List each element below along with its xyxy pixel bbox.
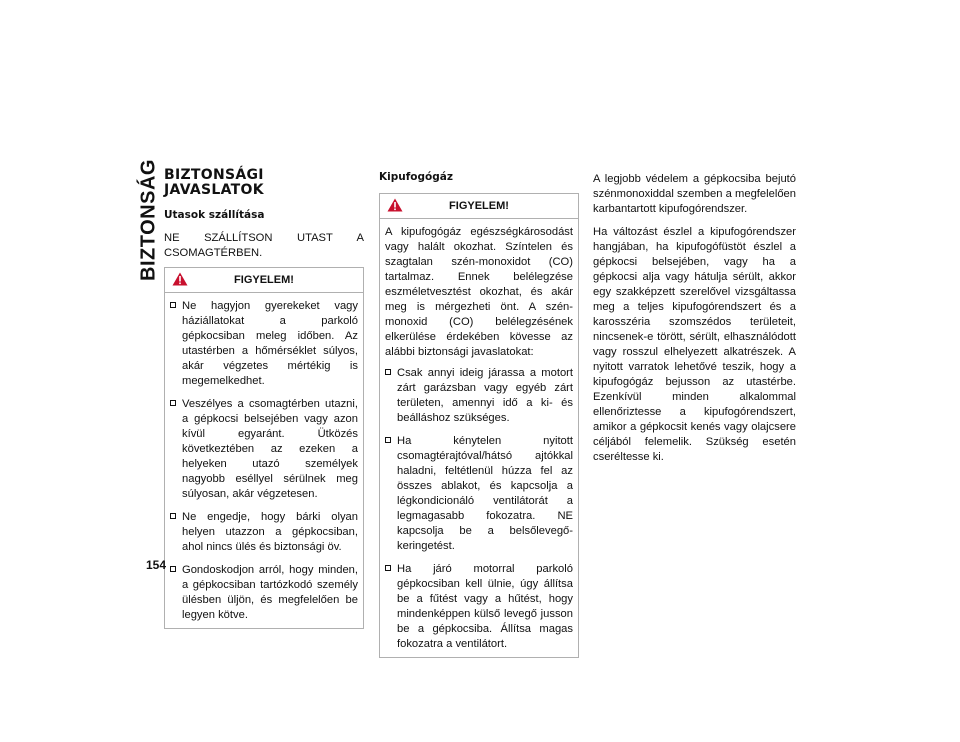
warning-header	[165, 268, 363, 293]
checkbox-square-icon	[170, 302, 176, 308]
list-item-text: Csak annyi ideig járassa a motort zárt garázsban vagy egyéb zárt területen, amennyi idő a ki- és beálláshoz szükséges.	[397, 367, 573, 424]
column-left	[164, 168, 364, 629]
checkbox-square-icon	[170, 513, 176, 519]
list-item	[385, 434, 573, 554]
warning-header	[380, 194, 578, 219]
warning-list	[170, 299, 358, 623]
list-item	[170, 299, 358, 389]
warning-list	[385, 366, 573, 652]
list-item	[170, 563, 358, 623]
warning-box-passengers	[164, 267, 364, 629]
checkbox-square-icon	[170, 400, 176, 406]
warning-title: FIGYELEM!	[449, 199, 509, 212]
list-item-text: Ha járó motorral parkoló gépkocsiban kell ülnie, úgy állítsa be a fűtést vagy a hűtést, hogy mindenképpen külső levegő jusson be a gépkocsiba. Állítsa magas fokozatra a ventilátort.	[397, 563, 573, 650]
section-heading: BIZTONSÁGI JAVASLATOK	[164, 167, 264, 198]
list-item	[170, 510, 358, 555]
checkbox-square-icon	[385, 369, 391, 375]
checkbox-square-icon	[385, 437, 391, 443]
subheading-exhaust: Kipufogógáz	[379, 171, 453, 183]
warning-title: FIGYELEM!	[234, 273, 294, 286]
body-paragraph: Ha változást észlel a kipufogórendszer hangjában, ha kipufogófüstöt észlel a gépkocsi belsejében, vagy ha a gépkocsi alja vagy hátulja sérült, akkor egy szakképzett szerelővel vizsgáltassa meg a teljes kipufogórendszert és a karosszéria szomszédos területeit, nincsenek-e törött, sérült, elhasználódott vagy rosszul elhelyezett alkatrészek. A nyitott varratok lehetővé teszik, hogy a kipufogógáz bejusson az utastérbe. Ezenkívül minden alkalommal ellenőriztesse a kipufogórendszert, amikor a gépkocsit kenés vagy olajcsere céljából felemelik. Szükség esetén cseréltesse ki.	[593, 226, 796, 463]
warning-box-exhaust	[379, 193, 579, 658]
body-paragraph: A legjobb védelem a gépkocsiba bejutó szénmonoxiddal szemben a megfelelően karbantartott kipufogórendszer.	[593, 173, 796, 215]
warning-triangle-icon	[172, 272, 188, 286]
list-item-text: Ne engedje, hogy bárki olyan helyen utazzon a gépkocsiban, ahol nincs ülés és biztonsági öv.	[182, 511, 358, 553]
checkbox-square-icon	[170, 566, 176, 572]
list-item-text: Ha kénytelen nyitott csomagtérajtóval/hátsó ajtókkal haladni, feltétlenül húzza fel az összes ablakot, és kapcsolja a légkondicionáló ventilátorát a legmagasabb fokozatra. NE kapcsolja be a belsőlevegő-keringetést.	[397, 435, 573, 552]
list-item	[385, 366, 573, 426]
list-item	[385, 562, 573, 652]
list-item	[170, 397, 358, 502]
page-number: 154	[146, 558, 167, 572]
warning-body	[165, 293, 363, 628]
checkbox-square-icon	[385, 565, 391, 571]
warning-intro: A kipufogógáz egészségkárosodást vagy halált okozhat. Színtelen és szagtalan szén-monoxidot (CO) tartalmaz. Ennek belélegzése eszméletvesztést okozhat, és akár meg is mérgezheti önt. A szén-monoxid (CO) belélegzésének elkerülése érdekében kövesse az alábbi biztonsági javaslatokat:	[385, 226, 573, 358]
subheading-passengers: Utasok szállítása	[164, 209, 265, 221]
warning-body	[380, 219, 578, 657]
column-right	[593, 172, 796, 473]
list-item-text: Veszélyes a csomagtérben utazni, a gépkocsi belsejében vagy azon kívül egyaránt. Ütközés következtében az ezeken a helyeken utazó személyek nagyobb eséllyel sérülnek meg súlyosan, akár végzetesen.	[182, 398, 358, 500]
list-item-text: Ne hagyjon gyerekeket vagy háziállatokat a parkoló gépkocsiban meleg időben. Az utastérben a hőmérséklet súlyos, akár végzetes mértékig is megemelkedhet.	[182, 300, 358, 387]
warning-triangle-icon	[387, 198, 403, 212]
list-item-text: Gondoskodjon arról, hogy minden, a gépkocsiban tartózkodó személy ülésben üljön, és megfelelően be legyen kötve.	[182, 564, 358, 621]
column-middle	[379, 170, 579, 658]
intro-paragraph: NE SZÁLLÍTSON UTAST A CSOMAGTÉRBEN.	[164, 232, 364, 259]
side-section-label: BIZTONSÁG	[137, 159, 160, 281]
side-section-tab	[136, 160, 162, 280]
